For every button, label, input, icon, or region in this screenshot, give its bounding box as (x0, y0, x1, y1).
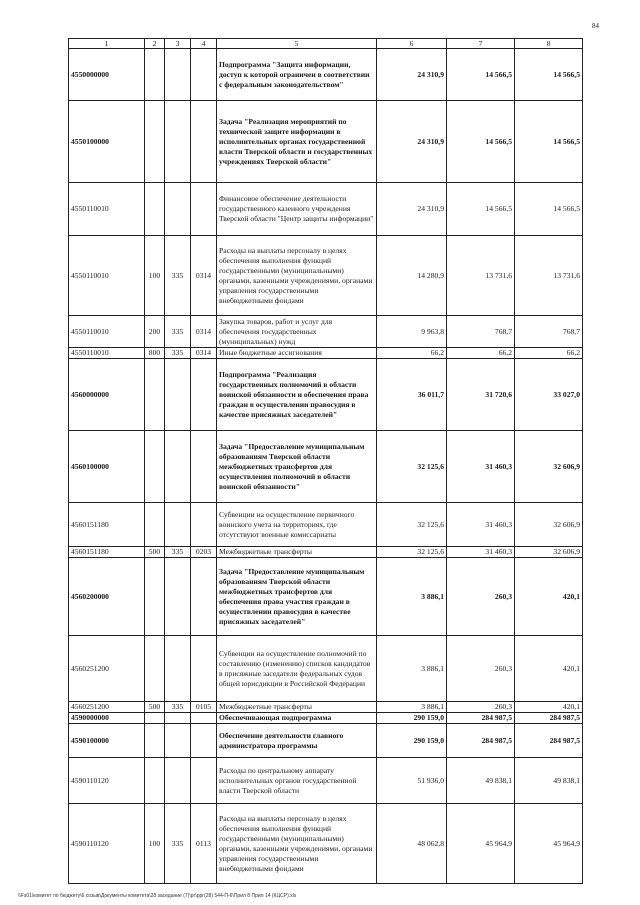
row-section: 0314 (191, 348, 217, 359)
column-header: 7 (447, 39, 515, 49)
column-header: 4 (191, 39, 217, 49)
row-value-2: 14 566,5 (447, 49, 515, 101)
row-value-3: 45 964,9 (515, 804, 583, 884)
row-value-1: 290 159,0 (377, 724, 447, 758)
row-ministry (165, 713, 191, 724)
row-value-2: 31 720,6 (447, 359, 515, 431)
row-value-1: 3 886,1 (377, 702, 447, 713)
table-row (69, 348, 583, 359)
row-value-3: 13 731,6 (515, 236, 583, 316)
row-value-2: 31 460,3 (447, 431, 515, 503)
row-value-1: 290 159,0 (377, 713, 447, 724)
row-value-3: 32 606,9 (515, 503, 583, 547)
row-section (191, 101, 217, 183)
row-name: Обеспечение деятельности главного администратора программы (217, 724, 377, 758)
budget-table (68, 38, 583, 884)
table-row (69, 702, 583, 713)
row-expense-type: 800 (145, 348, 165, 359)
row-code: 4590100000 (69, 724, 145, 758)
row-name: Расходы на выплаты персоналу в целях обеспечения выполнения функций государственными (муниципальными) органами, казенными учреждениями, органами управления государственными внебюджетными фондами (217, 236, 377, 316)
row-value-3: 33 027,0 (515, 359, 583, 431)
row-name: Обеспечивающая подпрограмма (217, 713, 377, 724)
row-code: 4560251200 (69, 702, 145, 713)
row-value-2: 260,3 (447, 636, 515, 702)
row-value-1: 24 310,9 (377, 101, 447, 183)
row-value-3: 768,7 (515, 316, 583, 348)
row-code: 4560151180 (69, 547, 145, 558)
row-name: Задача "Предоставление муниципальным образованиям Тверской области межбюджетных трансфертов для обеспечения права участия граждан в осуществлении правосудия в качестве присяжных заседателей" (217, 558, 377, 636)
row-code: 4590110120 (69, 804, 145, 884)
row-name: Закупка товаров, работ и услуг для обеспечения государственных (муниципальных) нужд (217, 316, 377, 348)
row-name: Расходы по центральному аппарату исполнительных органов государственной власти Тверской области (217, 758, 377, 804)
row-section (191, 636, 217, 702)
row-expense-type (145, 183, 165, 236)
row-expense-type (145, 758, 165, 804)
row-ministry: 335 (165, 702, 191, 713)
row-expense-type (145, 724, 165, 758)
row-value-2: 768,7 (447, 316, 515, 348)
row-value-2: 14 566,5 (447, 183, 515, 236)
row-section (191, 431, 217, 503)
row-ministry: 335 (165, 804, 191, 884)
row-value-3: 284 987,5 (515, 713, 583, 724)
page-number: 84 (592, 22, 599, 30)
row-section (191, 503, 217, 547)
row-code: 4550110010 (69, 183, 145, 236)
row-code: 4550110010 (69, 348, 145, 359)
row-name: Субвенции на осуществление полномочий по составлению (изменению) списков кандидатов в присяжные заседатели федеральных судов общей юрисдикции в Российской Федерации (217, 636, 377, 702)
row-value-3: 49 838,1 (515, 758, 583, 804)
row-expense-type (145, 558, 165, 636)
row-code: 4550110010 (69, 316, 145, 348)
row-expense-type (145, 359, 165, 431)
row-section: 0314 (191, 316, 217, 348)
table-row (69, 558, 583, 636)
row-code: 4560151180 (69, 503, 145, 547)
row-code: 4560100000 (69, 431, 145, 503)
row-section: 0314 (191, 236, 217, 316)
table-row (69, 431, 583, 503)
row-code: 4560200000 (69, 558, 145, 636)
row-expense-type: 500 (145, 702, 165, 713)
table-row (69, 183, 583, 236)
row-code: 4590110120 (69, 758, 145, 804)
table-header-row (69, 39, 583, 49)
row-section (191, 183, 217, 236)
row-ministry (165, 636, 191, 702)
row-value-2: 260,3 (447, 702, 515, 713)
row-expense-type: 100 (145, 804, 165, 884)
row-value-1: 14 280,9 (377, 236, 447, 316)
row-value-2: 260,3 (447, 558, 515, 636)
row-value-1: 24 310,9 (377, 49, 447, 101)
row-value-2: 49 838,1 (447, 758, 515, 804)
row-value-3: 66,2 (515, 348, 583, 359)
row-name: Межбюджетные трансферты (217, 547, 377, 558)
row-code: 4560251200 (69, 636, 145, 702)
row-name: Расходы на выплаты персоналу в целях обеспечения выполнения функций государственными (муниципальными) органами, казенными учреждениями, органами управления государственными внебюджетными фондами (217, 804, 377, 884)
row-section (191, 724, 217, 758)
row-value-3: 32 606,9 (515, 547, 583, 558)
row-value-3: 420,1 (515, 636, 583, 702)
row-name: Финансовое обеспечение деятельности государственного казенного учреждения Тверской области "Центр защиты информации" (217, 183, 377, 236)
row-ministry (165, 101, 191, 183)
column-header: 2 (145, 39, 165, 49)
table-row (69, 49, 583, 101)
row-value-3: 284 987,5 (515, 724, 583, 758)
footer-file-path: \\Fs01\комитет по бюджету\6 созыв\Документы комитета\28 заседание (7)\рг\ррг(28) 544-П-6\Прил 8 Прил 14 (КЦСР).xls (18, 893, 297, 899)
row-expense-type (145, 503, 165, 547)
row-expense-type: 500 (145, 547, 165, 558)
table-row (69, 101, 583, 183)
row-ministry (165, 359, 191, 431)
row-value-1: 32 125,6 (377, 503, 447, 547)
row-value-2: 31 460,3 (447, 503, 515, 547)
column-header: 5 (217, 39, 377, 49)
row-value-1: 51 936,0 (377, 758, 447, 804)
table-body (69, 49, 583, 884)
row-value-1: 9 963,8 (377, 316, 447, 348)
table-row (69, 236, 583, 316)
row-ministry (165, 758, 191, 804)
row-value-3: 14 566,5 (515, 49, 583, 101)
row-value-1: 3 886,1 (377, 558, 447, 636)
row-code: 4550110010 (69, 236, 145, 316)
row-value-1: 32 125,6 (377, 547, 447, 558)
row-ministry: 335 (165, 316, 191, 348)
row-value-3: 14 566,5 (515, 101, 583, 183)
table-row (69, 503, 583, 547)
row-name: Подпрограмма "Защита информации, доступ к которой ограничен в соответствии с федеральным законодательством" (217, 49, 377, 101)
table-row (69, 547, 583, 558)
row-code: 4550000000 (69, 49, 145, 101)
row-expense-type (145, 431, 165, 503)
row-section (191, 758, 217, 804)
row-code: 4550100000 (69, 101, 145, 183)
row-ministry: 335 (165, 348, 191, 359)
row-ministry (165, 558, 191, 636)
row-ministry: 335 (165, 236, 191, 316)
row-ministry (165, 183, 191, 236)
table-row (69, 316, 583, 348)
row-value-2: 13 731,6 (447, 236, 515, 316)
row-value-1: 66,2 (377, 348, 447, 359)
row-section (191, 558, 217, 636)
column-header: 8 (515, 39, 583, 49)
row-expense-type (145, 636, 165, 702)
row-section: 0203 (191, 547, 217, 558)
row-value-1: 24 310,9 (377, 183, 447, 236)
row-ministry (165, 724, 191, 758)
row-value-1: 36 011,7 (377, 359, 447, 431)
row-ministry (165, 49, 191, 101)
row-ministry: 335 (165, 547, 191, 558)
table-row (69, 713, 583, 724)
row-ministry (165, 431, 191, 503)
row-value-2: 66,2 (447, 348, 515, 359)
table-row (69, 758, 583, 804)
row-section: 0113 (191, 804, 217, 884)
row-value-2: 31 460,3 (447, 547, 515, 558)
column-header: 3 (165, 39, 191, 49)
row-section (191, 49, 217, 101)
row-value-2: 45 964,9 (447, 804, 515, 884)
row-expense-type (145, 713, 165, 724)
table-row (69, 636, 583, 702)
row-value-1: 3 886,1 (377, 636, 447, 702)
row-expense-type (145, 101, 165, 183)
row-value-2: 14 566,5 (447, 101, 515, 183)
column-header: 6 (377, 39, 447, 49)
row-value-3: 14 566,5 (515, 183, 583, 236)
row-section: 0105 (191, 702, 217, 713)
row-value-1: 48 062,8 (377, 804, 447, 884)
row-value-3: 420,1 (515, 702, 583, 713)
table-row (69, 359, 583, 431)
column-header: 1 (69, 39, 145, 49)
table-row (69, 804, 583, 884)
row-expense-type: 200 (145, 316, 165, 348)
row-expense-type (145, 49, 165, 101)
row-code: 4590000000 (69, 713, 145, 724)
row-value-3: 420,1 (515, 558, 583, 636)
row-value-1: 32 125,6 (377, 431, 447, 503)
row-value-3: 32 606,9 (515, 431, 583, 503)
row-value-2: 284 987,5 (447, 713, 515, 724)
row-expense-type: 100 (145, 236, 165, 316)
row-section (191, 359, 217, 431)
row-name: Межбюджетные трансферты (217, 702, 377, 713)
row-name: Задача "Реализация мероприятий по технической защите информации в исполнительных органах государственной власти Тверской области и государственных учреждениях Тверской области" (217, 101, 377, 183)
table-row (69, 724, 583, 758)
row-name: Иные бюджетные ассигнования (217, 348, 377, 359)
row-name: Подпрограмма "Реализация государственных полномочий в области воинской обязанности и обеспечения права граждан в осуществлении правосудия в качестве присяжных заседателей" (217, 359, 377, 431)
row-value-2: 284 987,5 (447, 724, 515, 758)
row-name: Задача "Предоставление муниципальным образованиям Тверской области межбюджетных трансфертов для осуществления полномочий в области воинской обязанности" (217, 431, 377, 503)
row-name: Субвенции на осуществление первичного воинского учета на территориях, где отсутствуют военные комиссариаты (217, 503, 377, 547)
row-ministry (165, 503, 191, 547)
row-section (191, 713, 217, 724)
row-code: 4560000000 (69, 359, 145, 431)
